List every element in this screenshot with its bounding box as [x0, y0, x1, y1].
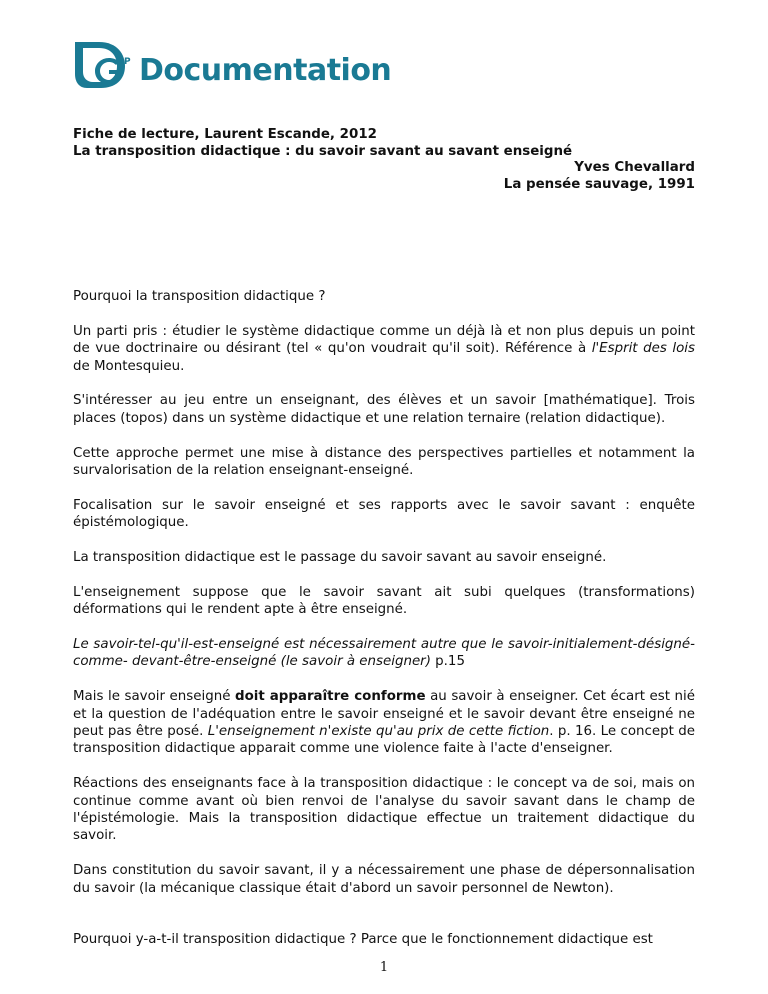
paragraph: Cette approche permet une mise à distance des perspectives partielles et notamment la survalorisation de la relation enseignant-enseigné. [73, 445, 695, 479]
logo-text: Documentation [139, 52, 392, 88]
book-title: La transposition didactique : du savoir savant au savant enseigné [73, 143, 573, 159]
book-author: Yves Chevallard [574, 160, 695, 175]
page-number: 1 [379, 960, 389, 975]
paragraph: La transposition didactique est le passage du savoir savant au savoir enseigné. [73, 550, 607, 566]
paragraph: Pourquoi y-a-t-il transposition didactique ? Parce que le fonctionnement didactique est [73, 932, 653, 948]
document-header [73, 127, 695, 193]
paragraph: Dans constitution du savoir savant, il y a nécessairement une phase de dépersonnalisation du savoir (la mécanique classique était d'abord un savoir personnel de Newton). [73, 863, 695, 896]
dgap-logo-icon [73, 40, 137, 90]
svg-text:AP: AP [117, 57, 131, 67]
quote-text: Le savoir-tel-qu'il-est-enseigné est nécessairement autre que le savoir-initialement-désigné-comme- devant-être-enseigné (le savoir à enseigner) [73, 637, 695, 670]
paragraph-text: Un parti pris : étudier le système didactique comme un déjà là et non plus depuis un point de vue doctrinaire ou désirant (tel « qu'on voudrait qu'il soit). Référence à [73, 323, 695, 357]
book-publisher: La pensée sauvage, 1991 [503, 176, 695, 192]
reading-note-title: Fiche de lecture, Laurent Escande, 2012 [73, 127, 377, 142]
book-reference: l'Esprit des lois [591, 341, 695, 357]
paragraph-text: Mais le savoir enseigné [73, 689, 235, 705]
document-body [73, 288, 695, 966]
quote-paragraph [73, 636, 695, 671]
paragraph-text: au savoir à enseigner. Cet écart est nié et la question de l'adéquation entre le savoir enseigné et le savoir devant être enseigné ne peut pas être posé. [73, 689, 695, 740]
paragraph [73, 323, 695, 375]
paragraph: Réactions des enseignants face à la transposition didactique : le concept va de soi, mais on continue comme avant où bien renvoi de l'analyse du savoir savant dans le champ de l'épistémologie. Mais la transposition didactique effectue un traitement didactique du savoir. [73, 776, 695, 844]
paragraph: S'intéresser au jeu entre un enseignant, des élèves et un savoir [mathématique]. Trois places (topos) dans un système didactique et une relation ternaire (relation didactique). [73, 393, 695, 426]
page-reference: p.15 [430, 654, 465, 670]
paragraph [73, 688, 695, 758]
paragraph: Pourquoi la transposition didactique ? [73, 289, 326, 304]
paragraph: Focalisation sur le savoir enseigné et ses rapports avec le savoir savant : enquête épistémologique. [73, 497, 695, 531]
paragraph-text: . p. 16. Le concept de transposition didactique apparait comme une violence faite à l'acte d'enseigner. [73, 724, 695, 757]
paragraph-text: de Montesquieu. [73, 358, 185, 374]
paragraph: L'enseignement suppose que le savoir savant ait subi quelques (transformations) déformations qui le rendent apte à être enseigné. [73, 584, 695, 618]
emphasis-text: doit apparaître conforme [234, 689, 426, 705]
logo [73, 40, 391, 90]
quote-text: L'enseignement n'existe qu'au prix de cette fiction [207, 724, 550, 740]
